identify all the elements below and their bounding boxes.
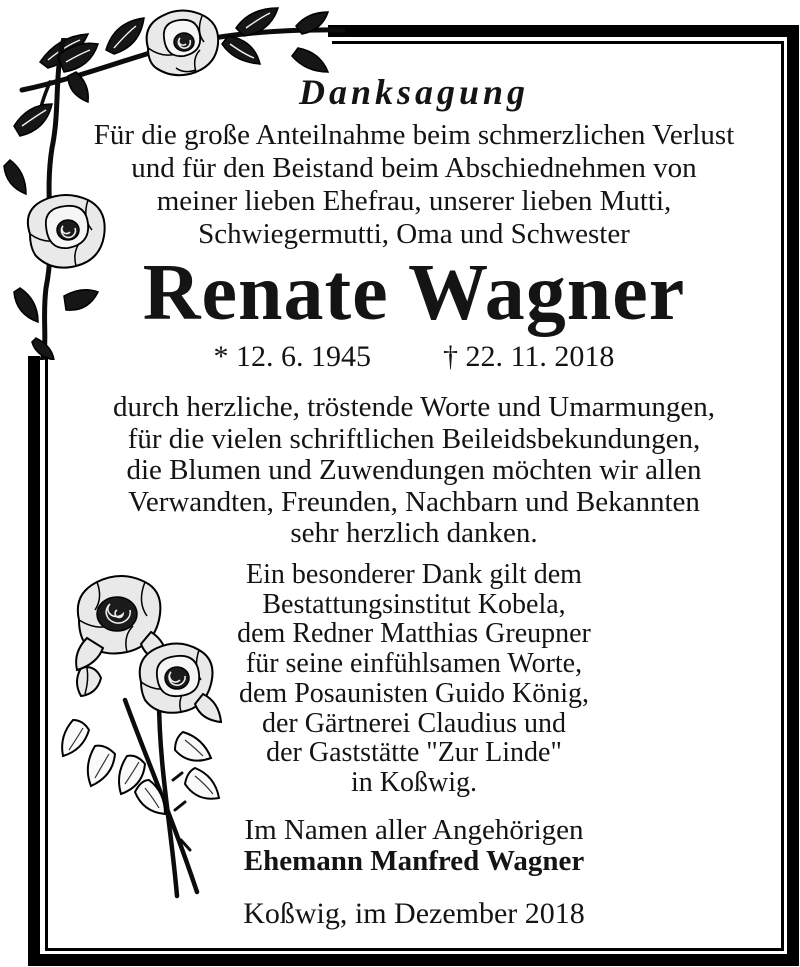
frame-bottom-thick — [28, 954, 799, 966]
deceased-name: Renate Wagner — [142, 249, 686, 337]
thanks-line: für die vielen schriftlichen Beileidsbekundungen, — [127, 422, 701, 455]
frame-bottom-thin — [45, 948, 784, 951]
special-thanks-line: dem Posaunisten Guido König, — [239, 677, 589, 709]
signature-line: Ehemann Manfred Wagner — [243, 845, 585, 877]
thanks-line: sehr herzlich danken. — [290, 517, 538, 549]
thanks-paragraph — [46, 392, 782, 550]
place-date-line: Koßwig, im Dezember 2018 — [243, 897, 585, 930]
special-thanks-line: in Koßwig. — [351, 766, 477, 798]
card-title: Danksagung — [298, 72, 530, 112]
special-thanks-line: Bestattungsinstitut Kobela, — [262, 588, 566, 620]
special-thanks-line: der Gaststätte "Zur Linde" — [266, 737, 562, 769]
frame-top-thick — [328, 25, 799, 37]
intro-line: und für den Beistand beim Abschiednehmen von — [131, 152, 697, 184]
thanks-line: die Blumen und Zuwendungen möchten wir allen — [126, 454, 702, 486]
thanks-line: durch herzliche, tröstende Worte und Umarmungen, — [113, 391, 715, 423]
special-thanks-line: für seine einfühlsamen Worte, — [245, 648, 583, 680]
closing-block — [46, 815, 782, 877]
intro-line: Für die große Anteilnahme beim schmerzlichen Verlust — [93, 119, 735, 151]
special-thanks-paragraph — [46, 560, 782, 798]
intro-paragraph — [46, 119, 782, 251]
intro-line: Schwiegermutti, Oma und Schwester — [198, 218, 630, 250]
special-thanks-line: dem Redner Matthias Greupner — [237, 618, 591, 650]
birth-date: * 12. 6. 1945 — [213, 340, 372, 373]
in-the-name-line: Im Namen aller Angehörigen — [244, 814, 584, 846]
frame-top-thin — [332, 41, 784, 44]
special-thanks-line: der Gärtnerei Claudius und — [261, 707, 567, 739]
death-date: † 22. 11. 2018 — [443, 340, 615, 373]
frame-left-thick — [28, 356, 40, 966]
frame-right-thick — [787, 25, 799, 966]
intro-line: meiner lieben Ehefrau, unserer lieben Mutti, — [156, 185, 672, 217]
life-dates — [46, 340, 782, 374]
special-thanks-line: Ein besonderer Dank gilt dem — [246, 559, 582, 590]
thanks-line: Verwandten, Freunden, Nachbarn und Bekannten — [128, 485, 700, 518]
